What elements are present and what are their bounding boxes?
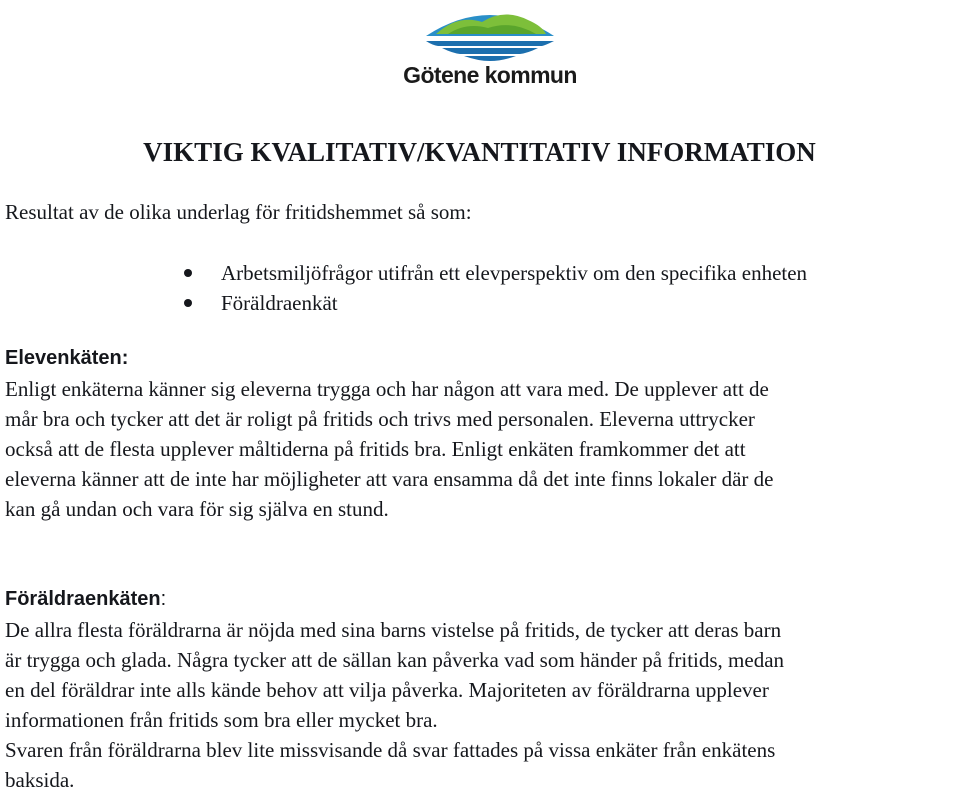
student-survey-heading: Elevenkäten:: [5, 347, 129, 369]
list-item-text: Arbetsmiljöfrågor utifrån ett elevperspektiv om den specifika enheten: [221, 261, 808, 285]
gotene-kommun-logo: [396, 0, 584, 102]
list-item: [184, 288, 807, 318]
text-line: eleverna känner att de inte har möjligheter att vara ensamma då det inte finns lokaler där de: [5, 467, 774, 491]
text-line: mår bra och tycker att det är roligt på fritids och trivs med personalen. Eleverna uttrycker: [5, 407, 755, 431]
text-line: en del föräldrar inte alls kände behov att vilja påverka. Majoriteten av föräldrarna upplever: [5, 678, 769, 702]
parent-survey-heading-bold: Föräldraenkäten: [5, 588, 161, 610]
text-line: är trygga och glada. Några tycker att de sällan kan påverka vad som händer på fritids, medan: [5, 648, 785, 672]
text-line: kan gå undan och vara för sig själva en stund.: [5, 497, 389, 521]
text-line: De allra flesta föräldrarna är nöjda med sina barns vistelse på fritids, de tycker att deras barn: [5, 618, 782, 642]
parent-survey-heading-suffix: :: [160, 588, 167, 610]
text-line: Enligt enkäterna känner sig eleverna trygga och har någon att vara med. De upplever att de: [5, 377, 769, 401]
page-title: VIKTIG KVALITATIV/KVANTITATIV INFORMATION: [143, 137, 816, 167]
student-survey-text: [5, 374, 955, 524]
bullet-icon: [184, 269, 192, 277]
text-line: informationen från fritids som bra eller mycket bra.: [5, 708, 438, 732]
bullet-icon: [184, 299, 192, 307]
logo-emblem-icon: [396, 0, 584, 66]
bullet-list: [184, 258, 807, 318]
text-line: också att de flesta upplever måltiderna på fritids bra. Enligt enkäten framkommer det att: [5, 437, 746, 461]
text-line: baksida.: [5, 768, 75, 792]
parent-survey-text: [5, 615, 955, 795]
list-item-text: Föräldraenkät: [221, 291, 338, 315]
logo-wordmark: Götene kommun: [403, 62, 577, 88]
parent-survey-heading: [5, 584, 166, 614]
text-line: Svaren från föräldrarna blev lite missvisande då svar fattades på vissa enkäter från enkätens: [5, 738, 776, 762]
list-item: [184, 258, 807, 288]
intro-text: Resultat av de olika underlag för fritidshemmet så som:: [5, 200, 472, 224]
